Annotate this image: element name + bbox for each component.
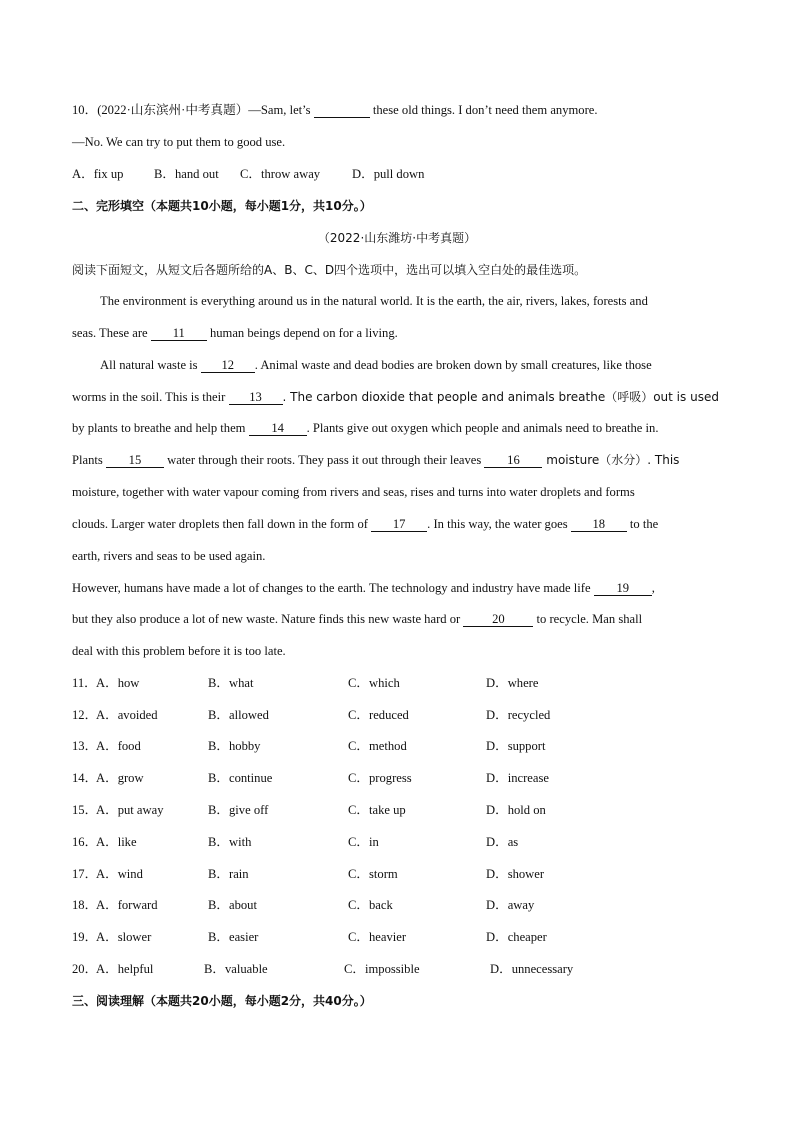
option-d: D．where: [486, 676, 539, 690]
passage-line-4: [72, 389, 719, 405]
option-d: D．support: [486, 739, 546, 753]
question-number: 13．: [72, 739, 98, 753]
option-c: C．back: [348, 898, 393, 912]
option-a: A．like: [96, 835, 137, 849]
passage-line-1: The environment is everything around us in the natural world. It is the earth, the air, rivers, lakes, forests and: [100, 294, 648, 308]
section2-source: （2022·山东潍坊·中考真题）: [317, 231, 477, 245]
option-b: B．continue: [208, 771, 273, 785]
passage-text: worms in the soil. This is their: [72, 390, 229, 404]
section2-heading: 二、完形填空（本题共10小题，每小题1分，共10分。）: [72, 199, 372, 213]
blank-13: 13: [229, 390, 283, 405]
question-19: [72, 929, 722, 945]
option-d: D．hold on: [486, 803, 546, 817]
option-a: A．avoided: [96, 708, 158, 722]
passage-text: moisture（水分）. This: [542, 453, 680, 467]
passage-line-8: [72, 516, 658, 532]
option-b: B．about: [208, 898, 257, 912]
option-b: B．rain: [208, 867, 249, 881]
passage-line-2: [72, 325, 398, 341]
question-number: 20．: [72, 962, 98, 976]
question-number: 12．: [72, 708, 98, 722]
option-b: B．allowed: [208, 708, 269, 722]
section2-instruction: 阅读下面短文，从短文后各题所给的A、B、C、D四个选项中，选出可以填入空白处的最佳选项。: [72, 263, 587, 277]
option-b: B．what: [208, 676, 254, 690]
option-d: D．recycled: [486, 708, 551, 722]
passage-line-5: [72, 420, 658, 436]
passage-text: to the: [626, 517, 659, 531]
question-13: [72, 738, 722, 754]
question-number: 14．: [72, 771, 98, 785]
passage-text: . The carbon dioxide that people and animals breathe（呼吸）out is used: [282, 390, 719, 404]
q10-option-a: A．fix up: [72, 167, 124, 181]
option-c: C．storm: [348, 867, 398, 881]
blank-15: 15: [106, 453, 164, 468]
passage-text: However, humans have made a lot of changes to the earth. The technology and industry have made life: [72, 581, 594, 595]
question-number: 18．: [72, 898, 98, 912]
question-11: [72, 675, 722, 691]
option-d: D．cheaper: [486, 930, 547, 944]
passage-text: human beings depend on for a living.: [206, 326, 398, 340]
q10-stem-start: 10．(2022·山东滨州·中考真题）—Sam, let’s: [72, 103, 314, 117]
option-b: B．with: [208, 835, 252, 849]
passage-line-3: [100, 357, 652, 373]
q10-stem-end: these old things. I don’t need them anymore.: [369, 103, 598, 117]
q10-option-c: C．throw away: [240, 167, 321, 181]
passage-text: clouds. Larger water droplets then fall down in the form of: [72, 517, 372, 531]
question-15: [72, 802, 722, 818]
passage-text: water through their roots. They pass it out through their leaves: [163, 453, 485, 467]
question-14: [72, 770, 722, 786]
q10-option-d: D．pull down: [352, 167, 425, 181]
blank-19: 19: [594, 581, 652, 596]
option-a: A．put away: [96, 803, 164, 817]
option-c: C．which: [348, 676, 400, 690]
blank-14: 14: [249, 421, 307, 436]
q10-stem: [72, 102, 598, 118]
option-a: A．how: [96, 676, 140, 690]
passage-text: seas. These are: [72, 326, 151, 340]
question-17: [72, 866, 722, 882]
option-a: A．wind: [96, 867, 143, 881]
option-c: C．heavier: [348, 930, 407, 944]
section3-heading: 三、阅读理解（本题共20小题，每小题2分，共40分。）: [72, 994, 372, 1008]
option-b: B．hobby: [208, 739, 261, 753]
blank-20: 20: [463, 612, 533, 627]
passage-text: All natural waste is: [100, 358, 201, 372]
option-c: C．take up: [348, 803, 406, 817]
option-d: D．as: [486, 835, 519, 849]
option-d: D．shower: [486, 867, 545, 881]
question-number: 11．: [72, 676, 97, 690]
option-a: A．helpful: [96, 962, 154, 976]
option-b: B．valuable: [204, 962, 268, 976]
passage-text: Plants: [72, 453, 106, 467]
blank-11: 11: [151, 326, 207, 341]
option-d: D．unnecessary: [490, 962, 574, 976]
option-a: A．grow: [96, 771, 144, 785]
blank-16: 16: [484, 453, 542, 468]
option-c: C．in: [348, 835, 379, 849]
option-a: A．slower: [96, 930, 152, 944]
passage-text: to recycle. Man shall: [533, 612, 643, 626]
passage-line-7: moisture, together with water vapour coming from rivers and seas, rises and turns into water droplets and forms: [72, 485, 635, 499]
option-a: A．forward: [96, 898, 158, 912]
passage-text: but they also produce a lot of new waste. Nature finds this new waste hard or: [72, 612, 464, 626]
q10-options: [72, 166, 722, 182]
question-18: [72, 897, 722, 913]
question-20: [72, 961, 722, 977]
question-16: [72, 834, 722, 850]
option-c: C．reduced: [348, 708, 409, 722]
option-b: B．easier: [208, 930, 259, 944]
passage-text: by plants to breathe and help them: [72, 421, 249, 435]
option-c: C．method: [348, 739, 407, 753]
passage-text: . Animal waste and dead bodies are broken down by small creatures, like those: [254, 358, 652, 372]
q10-blank: [314, 103, 370, 118]
passage-text: . In this way, the water goes: [427, 517, 571, 531]
passage-line-10: [72, 580, 655, 596]
option-d: D．away: [486, 898, 535, 912]
question-number: 16．: [72, 835, 98, 849]
option-b: B．give off: [208, 803, 269, 817]
question-12: [72, 707, 722, 723]
option-a: A．food: [96, 739, 141, 753]
passage-line-6: [72, 452, 679, 468]
q10-option-b: B．hand out: [154, 167, 219, 181]
question-number: 19．: [72, 930, 98, 944]
blank-12: 12: [201, 358, 255, 373]
blank-17: 17: [371, 517, 427, 532]
option-c: C．impossible: [344, 962, 420, 976]
passage-line-11: [72, 611, 642, 627]
blank-18: 18: [571, 517, 627, 532]
passage-line-12: deal with this problem before it is too late.: [72, 644, 286, 658]
option-c: C．progress: [348, 771, 412, 785]
option-d: D．increase: [486, 771, 549, 785]
q10-reply: —No. We can try to put them to good use.: [72, 135, 286, 149]
question-number: 15．: [72, 803, 98, 817]
question-number: 17．: [72, 867, 98, 881]
passage-line-9: earth, rivers and seas to be used again.: [72, 549, 266, 563]
passage-text: ,: [651, 581, 655, 595]
passage-text: . Plants give out oxygen which people and animals need to breathe in.: [306, 421, 659, 435]
